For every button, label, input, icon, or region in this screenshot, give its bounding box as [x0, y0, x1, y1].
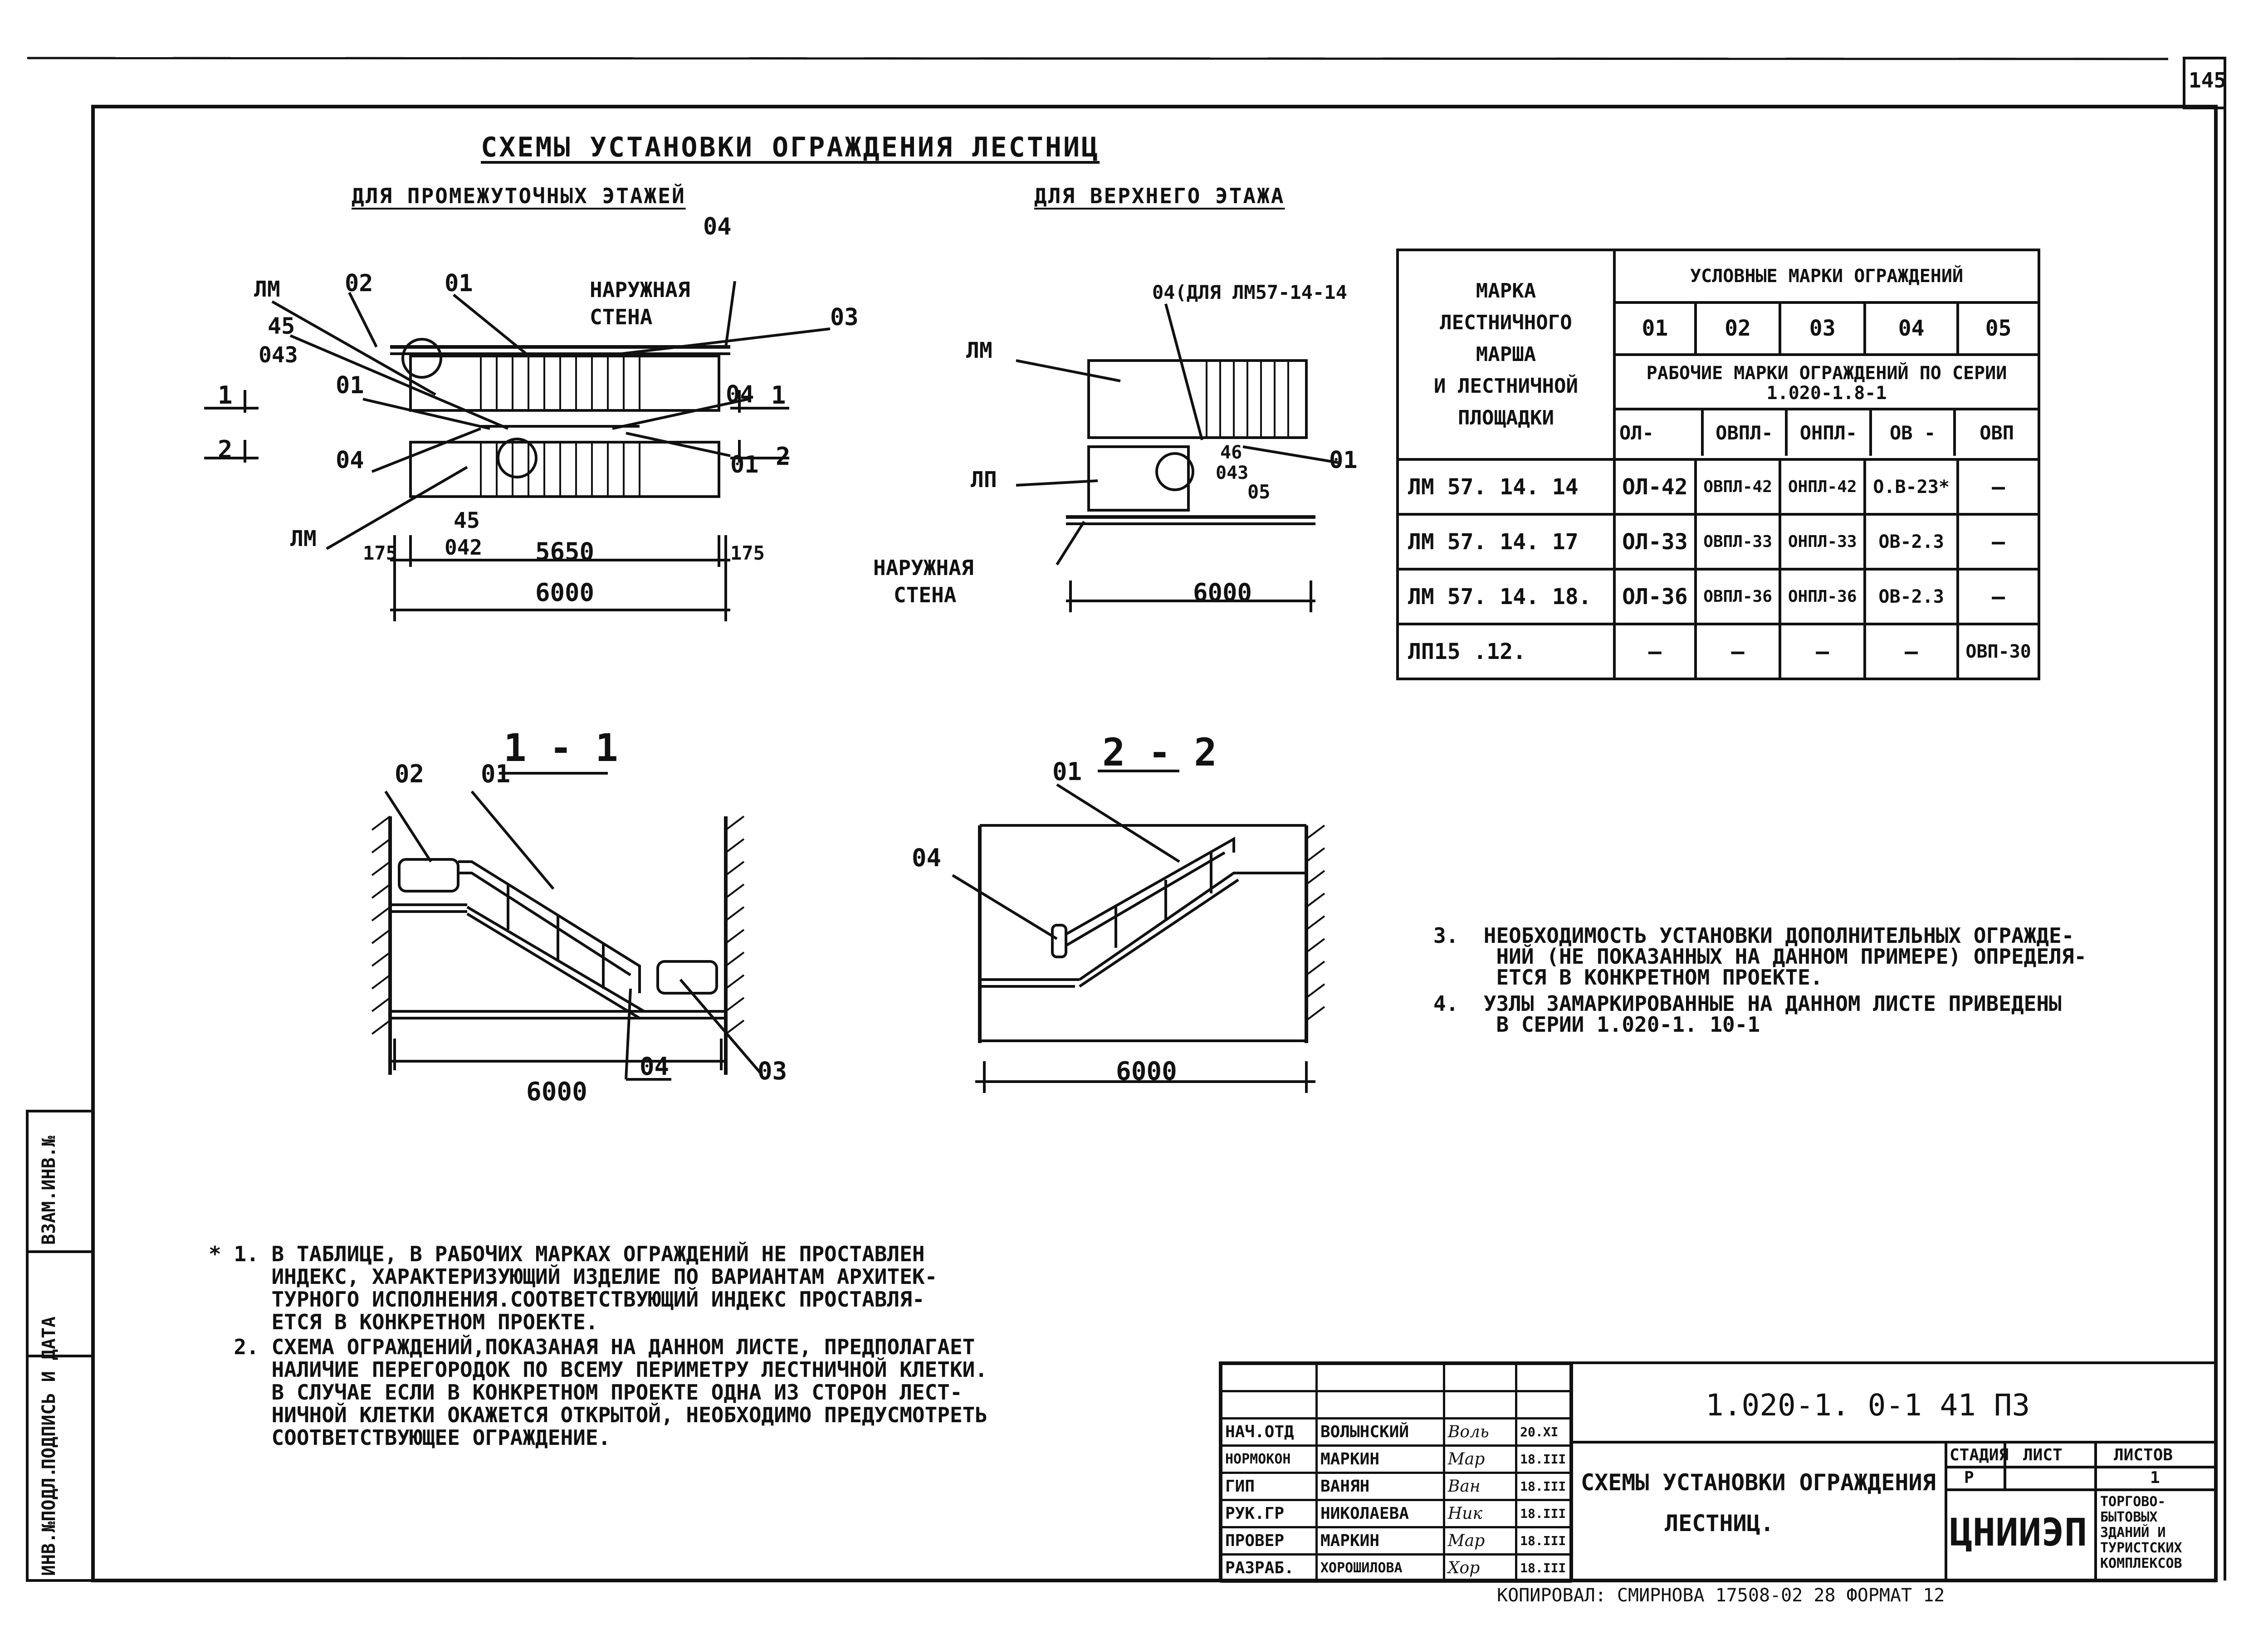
table-row	[1398, 569, 2039, 624]
col-05: 05	[1958, 302, 2039, 355]
hdr-line-4: И ЛЕСТНИЧНОЙ	[1434, 375, 1578, 398]
cell: О.В-23*	[1865, 459, 1958, 514]
row-name: ЛП15 .12.	[1398, 624, 1614, 679]
cell: —	[1958, 569, 2039, 624]
section-mark-1-left: 1	[218, 381, 233, 410]
signer-date: 18.III	[1516, 1446, 1571, 1473]
cell: ОНПЛ-36	[1780, 569, 1865, 624]
cell: ОЛ-36	[1614, 569, 1696, 624]
label-wall-2: СТЕНА	[590, 305, 653, 329]
prefix-02: ОВПЛ-	[1704, 410, 1788, 456]
section-mark-2-left: 2	[218, 435, 233, 464]
signer-row	[1222, 1473, 1571, 1500]
cell: ОВПЛ-42	[1696, 459, 1780, 514]
label-lm-top-plan: ЛМ	[966, 338, 992, 363]
cell: ОВ-2.3	[1865, 514, 1958, 569]
s22-dim-6000: 6000	[1116, 1057, 1177, 1086]
dim-6000-top: 6000	[1193, 578, 1252, 607]
signer-signature: Воль	[1444, 1419, 1516, 1446]
plan-top-subtitle: ДЛЯ ВЕРХНЕГО ЭТАЖА	[1034, 184, 1285, 208]
signer-row	[1222, 1446, 1571, 1473]
signer-role: НОРМОКОН	[1222, 1446, 1317, 1473]
label-04-note: 04(ДЛЯ ЛМ57-14-14	[1152, 281, 1347, 303]
label-01-top: 01	[445, 270, 473, 297]
cell: ОВПЛ-33	[1696, 514, 1780, 569]
prefix-04: ОВ -	[1872, 410, 1956, 456]
table-work-marks: РАБОЧИЕ МАРКИ ОГРАЖДЕНИЙ ПО СЕРИИ 1.020-1.8-1	[1616, 359, 2038, 410]
stamp-signature-date: ПОДПИСЬ И ДАТА	[39, 1316, 59, 1469]
table-row	[1398, 514, 2039, 569]
signer-row	[1222, 1419, 1571, 1446]
label-lm-top: ЛМ	[254, 277, 280, 302]
sheets-label: ЛИСТОВ	[2114, 1446, 2173, 1464]
section-1-1-drawing	[372, 773, 762, 1079]
hdr-line-1: МАРКА	[1476, 279, 1536, 303]
signer-row	[1222, 1555, 1571, 1582]
org-note-line: ТОРГОВО-	[2100, 1494, 2166, 1510]
stage-label: СТАДИЯ	[1950, 1446, 2009, 1464]
signer-date: 18.III	[1516, 1555, 1571, 1582]
section-mark-2-right: 2	[776, 442, 791, 471]
s22-label-01: 01	[1052, 757, 1082, 786]
signer-role: ГИП	[1222, 1473, 1317, 1500]
sheet-label: ЛИСТ	[2023, 1446, 2063, 1464]
sheet-number: 145	[2189, 68, 2227, 93]
row-name: ЛМ 57. 14. 17	[1398, 514, 1614, 569]
prefix-03: ОНПЛ-	[1788, 410, 1872, 456]
row-name: ЛМ 57. 14. 18.	[1398, 569, 1614, 624]
footer-line: КОПИРОВАЛ: СМИРНОВА 17508-02 28 ФОРМАТ 12	[1497, 1585, 1945, 1606]
signer-name: МАРКИН	[1316, 1527, 1444, 1555]
label-01-top-plan: 01	[1329, 447, 1358, 474]
label-03: 03	[830, 304, 859, 331]
label-45a: 45	[268, 313, 295, 339]
note-2: 2. СХЕМА ОГРАЖДЕНИЙ,ПОКАЗАНАЯ НА ДАННОМ ЛИСТЕ, ПРЕДПОЛАГАЕТ НАЛИЧИЕ ПЕРЕГОРОДОК ПО ВСЕМУ ПЕРИМЕТРУ ЛЕСТНИЧНОЙ КЛЕТКИ. В СЛУЧАЕ ЕСЛИ В КОНКРЕТНОМ ПРОЕКТЕ ОДНА ИЗ СТОРОН ЛЕСТ- НИЧНОЙ КЛЕТКИ ОКАЖЕТСЯ ОТКРЫТОЙ, НЕОБХОДИМО ПРЕДУСМОТРЕТЬ СООТВЕТСТВУЮЩЕЕ ОГРАЖДЕНИЕ.	[234, 1335, 988, 1450]
label-wall-top-1: НАРУЖНАЯ	[873, 556, 974, 580]
note-1: * 1. В ТАБЛИЦЕ, В РАБОЧИХ МАРКАХ ОГРАЖДЕНИЙ НЕ ПРОСТАВЛЕН ИНДЕКС, ХАРАКТЕРИЗУЮЩИЙ ИЗДЕЛИЕ ПО ВАРИАНТАМ АРХИТЕК- ТУРНОГО ИСПОЛНЕНИЯ.СООТВЕТСТВУЮЩИЙ ИНДЕКС ПРОСТАВЛЯ- ЕТСЯ В КОНКРЕТНОМ ПРОЕКТЕ.	[209, 1242, 938, 1334]
cell: —	[1958, 514, 2039, 569]
label-45b: 45	[454, 508, 480, 533]
s11-label-03: 03	[758, 1057, 787, 1085]
dim-175-left: 175	[363, 542, 397, 564]
signer-signature: Мар	[1444, 1446, 1516, 1473]
stamp-vzam-inv: ВЗАМ.ИНВ.№	[39, 1136, 59, 1245]
signer-date: 20.XI	[1516, 1419, 1571, 1446]
signer-role: РАЗРАБ.	[1222, 1555, 1317, 1582]
signer-role: РУК.ГР	[1222, 1500, 1317, 1527]
dim-6000-plan: 6000	[535, 578, 595, 607]
note-4: 4. УЗЛЫ ЗАМАРКИРОВАННЫЕ НА ДАННОМ ЛИСТЕ ПРИВЕДЕНЫ В СЕРИИ 1.020-1. 10-1	[1433, 991, 2062, 1037]
s11-label-04: 04	[640, 1052, 670, 1081]
signer-name: НИКОЛАЕВА	[1316, 1500, 1444, 1527]
hdr-line-2: ЛЕСТНИЧНОГО	[1440, 311, 1572, 335]
org-note-line: ТУРИСТСКИХ	[2100, 1540, 2182, 1556]
signer-signature: Ван	[1444, 1473, 1516, 1500]
cell: ОЛ-33	[1614, 514, 1696, 569]
s11-dim-6000: 6000	[526, 1077, 587, 1107]
label-05: 05	[1247, 481, 1271, 503]
plan-top-drawing	[1016, 304, 1338, 612]
signer-date: 18.III	[1516, 1527, 1571, 1555]
label-lp: ЛП	[971, 467, 997, 493]
stage-value: Р	[1964, 1468, 1974, 1487]
label-043-top: 043	[1216, 463, 1249, 483]
section-2-2-title: 2 - 2	[1102, 730, 1217, 775]
org-note-line: КОМПЛЕКСОВ	[2100, 1556, 2182, 1571]
s11-label-01: 01	[481, 760, 511, 788]
section-mark-1-right: 1	[771, 381, 786, 410]
hdr-line-3: МАРША	[1476, 343, 1536, 366]
prefix-01: ОЛ-	[1616, 410, 1704, 456]
organization-note	[2100, 1494, 2182, 1571]
section-2-2-drawing	[953, 771, 1325, 1093]
signer-name: ХОРОШИЛОВА	[1316, 1555, 1444, 1582]
signer-row	[1222, 1500, 1571, 1527]
cell: —	[1696, 624, 1780, 679]
signer-date: 18.III	[1516, 1500, 1571, 1527]
signature-table	[1220, 1363, 1572, 1583]
label-043: 043	[259, 342, 298, 368]
organization: ЦНИИЭП	[1950, 1510, 2087, 1555]
cell: ОНПЛ-33	[1780, 514, 1865, 569]
signer-name: ВОЛЫНСКИЙ	[1316, 1419, 1444, 1446]
table-row	[1398, 624, 2039, 679]
cell: ОВПЛ-36	[1696, 569, 1780, 624]
label-02: 02	[345, 270, 373, 297]
table-row	[1398, 459, 2039, 514]
table-cond-marks: УСЛОВНЫЕ МАРКИ ОГРАЖДЕНИЙ	[1614, 250, 2039, 302]
cell: —	[1865, 624, 1958, 679]
signer-date: 18.III	[1516, 1473, 1571, 1500]
org-note-line: БЫТОВЫХ	[2100, 1509, 2158, 1525]
signer-name: ВАНЯН	[1316, 1473, 1444, 1500]
plan-intermediate-subtitle: ДЛЯ ПРОМЕЖУТОЧНЫХ ЭТАЖЕЙ	[352, 184, 686, 208]
cell: —	[1614, 624, 1696, 679]
col-02: 02	[1696, 302, 1780, 355]
note-3: 3. НЕОБХОДИМОСТЬ УСТАНОВКИ ДОПОЛНИТЕЛЬНЫХ ОГРАЖДЕ- НИЙ (НЕ ПОКАЗАННЫХ НА ДАННОМ ПРИМЕРЕ) ОПРЕДЕЛЯ- ЕТСЯ В КОНКРЕТНОМ ПРОЕКТЕ.	[1433, 923, 2087, 990]
label-46: 46	[1220, 442, 1242, 463]
label-042: 042	[445, 535, 483, 560]
signer-role: ПРОВЕР	[1222, 1527, 1317, 1555]
label-lm-bottom: ЛМ	[290, 526, 317, 551]
hdr-line-5: ПЛОЩАДКИ	[1458, 406, 1554, 430]
page-title: СХЕМЫ УСТАНОВКИ ОГРАЖДЕНИЯ ЛЕСТНИЦ	[481, 132, 1100, 163]
row-name: ЛМ 57. 14. 14	[1398, 459, 1614, 514]
signer-signature: Хор	[1444, 1555, 1516, 1582]
col-01: 01	[1614, 302, 1696, 355]
signer-name: МАРКИН	[1316, 1446, 1444, 1473]
signer-signature: Мар	[1444, 1527, 1516, 1555]
col-03: 03	[1780, 302, 1865, 355]
label-04-left: 04	[336, 447, 364, 474]
stamp-inv-podl: ИНВ.№ПОДЛ.	[39, 1467, 59, 1576]
label-wall-1: НАРУЖНАЯ	[590, 278, 690, 302]
label-01-mid: 01	[336, 372, 364, 399]
document-title-1: СХЕМЫ УСТАНОВКИ ОГРАЖДЕНИЯ	[1581, 1469, 1936, 1496]
table-header-mark	[1398, 250, 1614, 459]
prefix-05: ОВП	[1980, 422, 2014, 444]
cell: ОЛ-42	[1614, 459, 1696, 514]
dim-175-right: 175	[730, 542, 765, 564]
section-1-1-title: 1 - 1	[503, 726, 618, 770]
label-04-top: 04	[703, 213, 732, 240]
org-note-line: ЗДАНИЙ И	[2100, 1525, 2166, 1541]
s11-label-02: 02	[395, 760, 425, 788]
col-04: 04	[1865, 302, 1958, 355]
cell: ОВП-30	[1958, 624, 2039, 679]
label-wall-top-2: СТЕНА	[894, 583, 957, 607]
signer-row	[1222, 1527, 1571, 1555]
signer-role: НАЧ.ОТД	[1222, 1419, 1317, 1446]
cell: ОНПЛ-42	[1780, 459, 1865, 514]
dim-5650: 5650	[535, 537, 595, 566]
label-04-mid: 04	[726, 381, 754, 408]
sheets-value: 1	[2150, 1468, 2160, 1487]
railing-marks-table	[1396, 249, 2040, 680]
cell: —	[1780, 624, 1865, 679]
s22-label-04: 04	[912, 844, 942, 872]
document-code: 1.020-1. 0-1 41 ПЗ	[1706, 1388, 2030, 1423]
document-title-2: ЛЕСТНИЦ.	[1665, 1510, 1774, 1536]
cell: —	[1958, 459, 2039, 514]
label-01-right: 01	[730, 451, 759, 478]
signer-signature: Ник	[1444, 1500, 1516, 1527]
cell: ОВ-2.3	[1865, 569, 1958, 624]
